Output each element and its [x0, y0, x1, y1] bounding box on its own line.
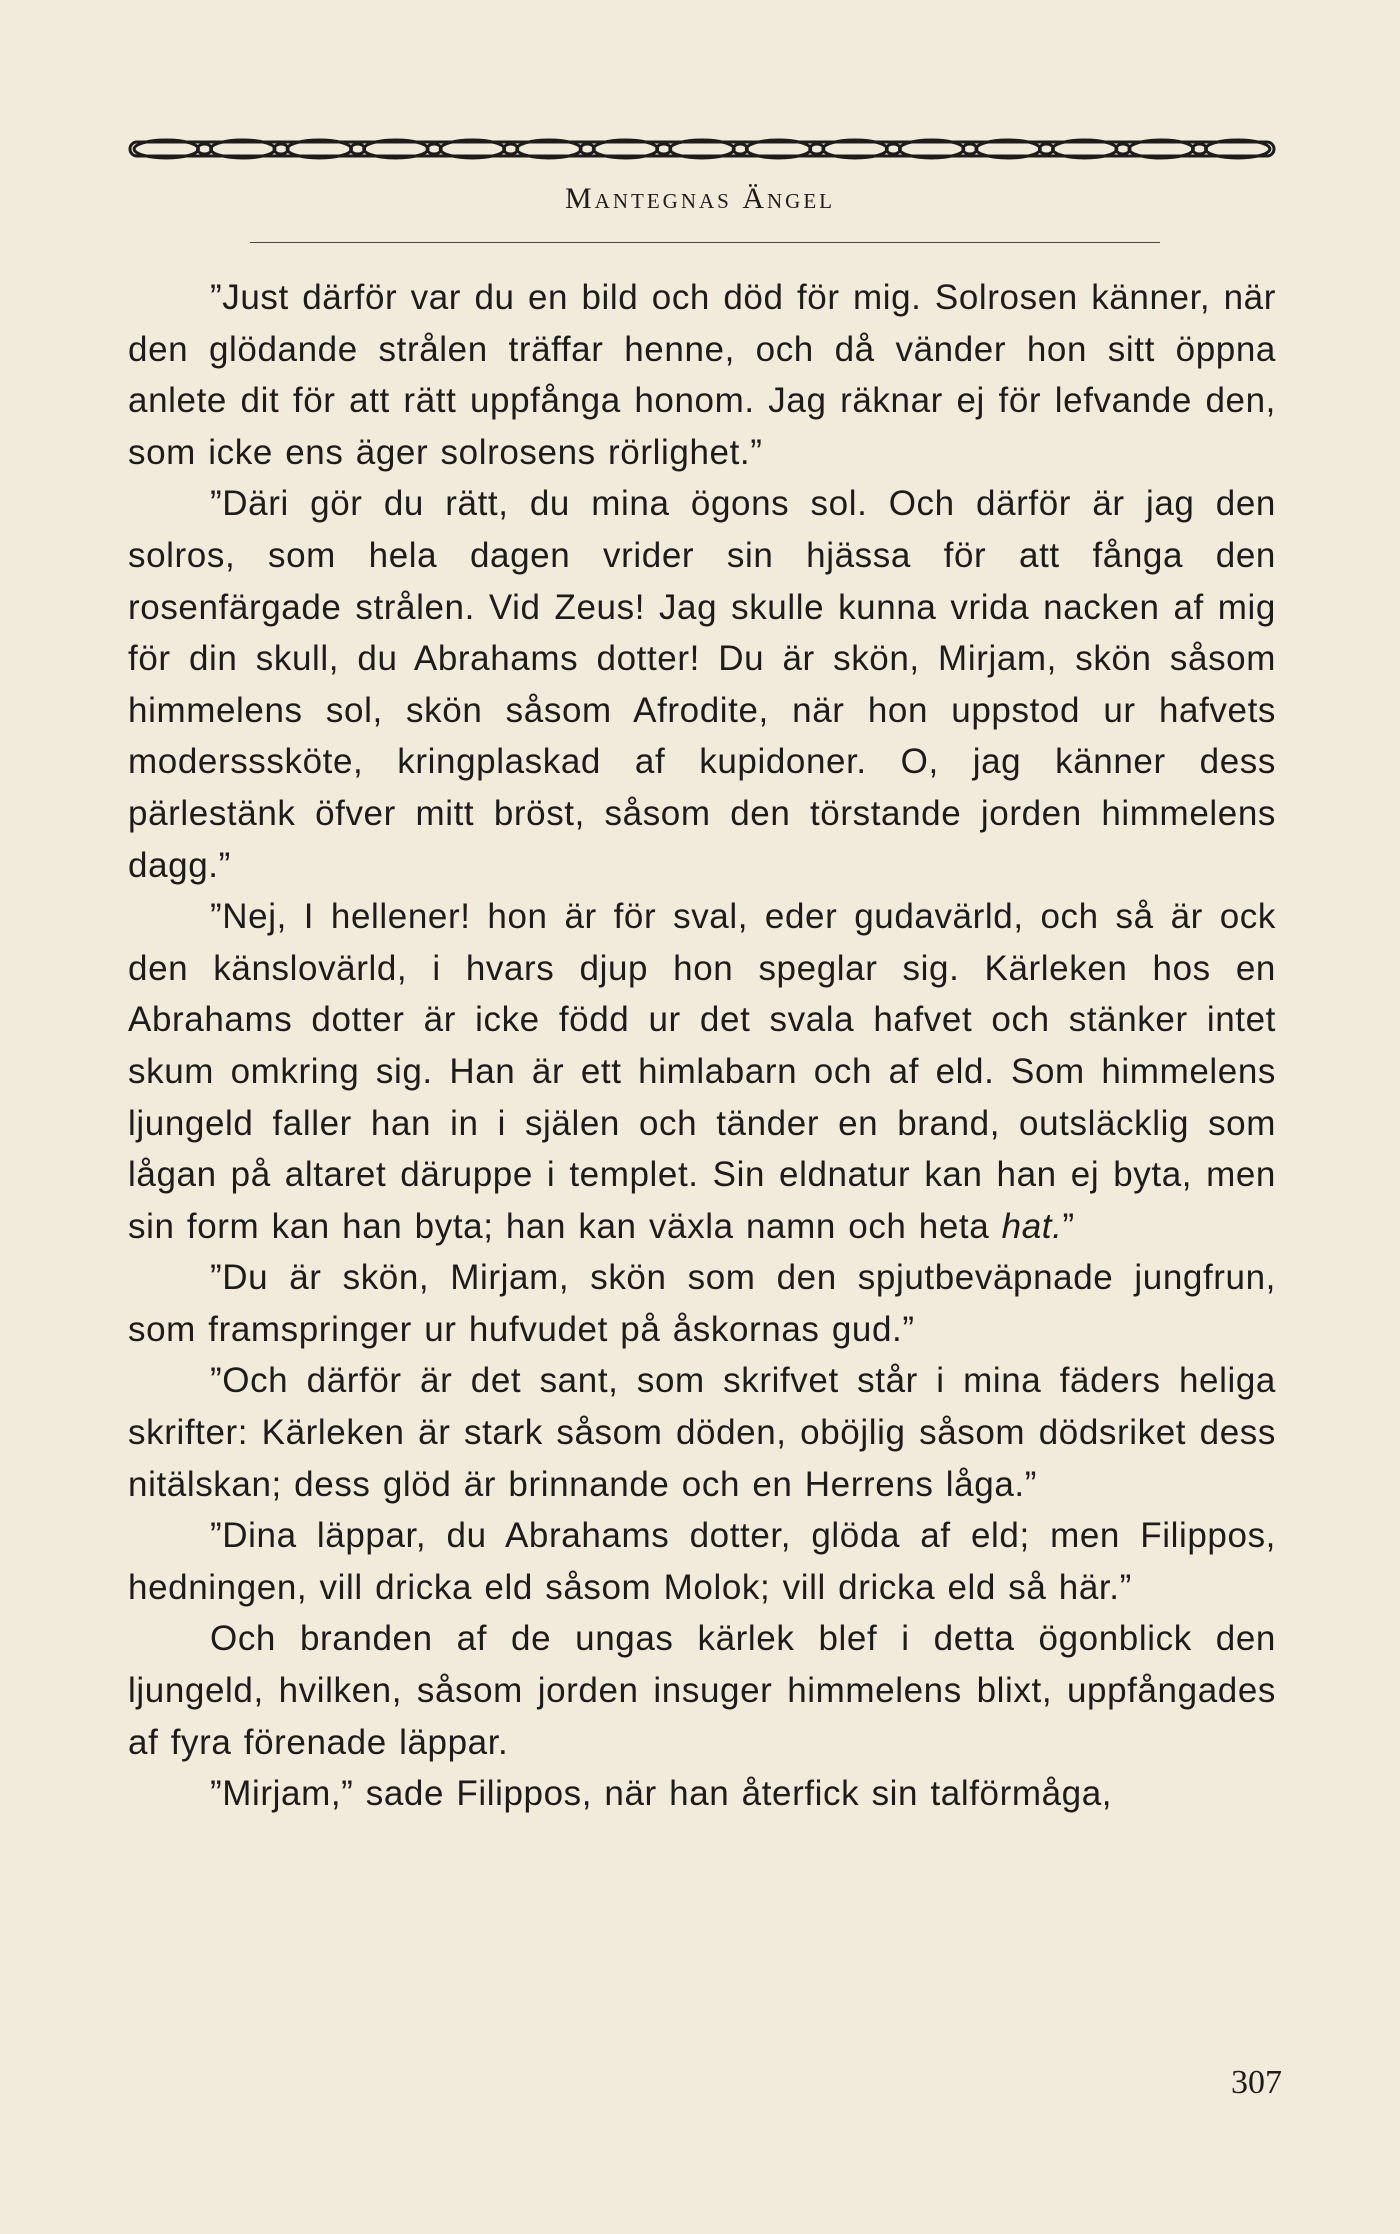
paragraph — [128, 1510, 1276, 1613]
paragraph-text: ”Dina läppar, du Abrahams dotter, glöda af eld; men Filippos, hedningen, vill dricka eld såsom Molok; vill dricka eld så här.” — [128, 1516, 1276, 1607]
paragraph — [128, 1355, 1276, 1510]
paragraph-text: ”Och därför är det sant, som skrifvet står i mina fäders heliga skrifter: Kärleken är stark såsom döden, oböjlig såsom dödsriket dess nitälskan; dess glöd är brinnande och en Herrens låga.” — [128, 1361, 1276, 1504]
paragraph — [128, 478, 1276, 891]
closing-quote: ” — [1062, 1206, 1075, 1246]
italic-word: hat. — [1001, 1206, 1063, 1246]
paragraph-text: ”Just därför var du en bild och död för mig. Solrosen känner, när den glödande strålen träffar henne, och då vänder hon sitt öppna anlete dit för att rätt uppfånga honom. Jag räknar ej för lefvande den, som icke ens äger solrosens rörlighet.” — [128, 278, 1276, 472]
page-number: 307 — [1231, 2064, 1282, 2101]
chain-ornament-band — [128, 136, 1276, 162]
paragraph — [128, 272, 1276, 478]
paragraph-text: Och branden af de ungas kärlek blef i detta ögonblick den ljungeld, hvilken, såsom jorden insuger himmelens blixt, uppfångades af fyra förenade läppar. — [128, 1619, 1276, 1762]
paragraph-text: ”Nej, I hellener! hon är för sval, eder gudavärld, och så är ock den känslovärld, i hvars djup hon speglar sig. Kärleken hos en Abrahams dotter är icke född ur det svala hafvet och stänker intet skum omkring sig. Han är ett himlabarn och af eld. Som himmelens ljungeld faller han in i själen och tänder en brand, outsläcklig som lågan på altaret däruppe i templet. Sin eldnatur kan han ej byta, men sin form kan han byta; han kan växla namn och heta — [128, 897, 1276, 1246]
paragraph — [128, 891, 1276, 1252]
paragraph — [128, 1768, 1276, 1820]
paragraph — [128, 1252, 1276, 1355]
page-body — [128, 272, 1276, 1820]
paragraph-text: ”Du är skön, Mirjam, skön som den spjutbeväpnade jungfrun, som framspringer ur hufvudet på åskornas gud.” — [128, 1258, 1276, 1349]
paragraph — [128, 1613, 1276, 1768]
paragraph-text: ”Mirjam,” sade Filippos, när han återfick sin talförmåga, — [210, 1774, 1113, 1814]
header-rule — [250, 242, 1160, 243]
paragraph-text: ”Däri gör du rätt, du mina ögons sol. Och därför är jag den solros, som hela dagen vrider sin hjässa för att fånga den rosenfärgade strålen. Vid Zeus! Jag skulle kunna vrida nacken af mig för din skull, du Abrahams dotter! Du är skön, Mirjam, skön såsom himmelens sol, skön såsom Afrodite, när hon uppstod ur hafvets modersssköte, kringplaskad af kupidoner. O, jag känner dess pärlestänk öfver mitt bröst, såsom den törstande jorden himmelens dagg.” — [128, 484, 1276, 885]
running-title: Mantegnas Ängel — [565, 182, 835, 215]
